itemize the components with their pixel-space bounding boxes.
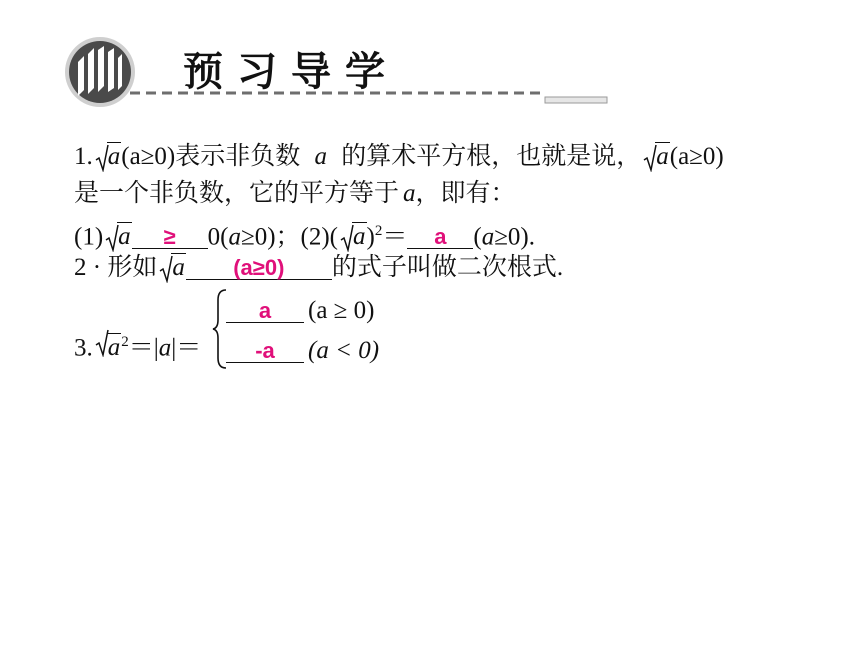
answer-condition: (a≥0) — [233, 255, 285, 280]
book-icon — [65, 37, 135, 107]
item-3: 3. $a^2=|a|=$ — [74, 327, 201, 363]
underline-bar — [545, 97, 607, 103]
sqrt-a: a — [105, 222, 132, 252]
item-number: 2 · 形如 — [74, 254, 158, 281]
item-number: 3. — [74, 334, 93, 362]
answer-blank-1 — [132, 222, 208, 249]
case-2 — [226, 336, 379, 366]
text: 是一个非负数，它的平方等于 — [74, 180, 400, 207]
item-1-line-1 — [74, 142, 724, 172]
section-title: 预习导学 — [183, 49, 399, 95]
sqrt-a: a — [159, 253, 186, 283]
text: 表示非负数 — [175, 143, 301, 170]
answer-a: a — [434, 224, 447, 250]
item-1-line-2 — [74, 179, 516, 209]
answer-blank-4 — [226, 296, 304, 323]
condition: (a≥0) — [121, 143, 176, 170]
answer-geq: ≥ — [163, 224, 176, 250]
var-a: a — [403, 180, 416, 207]
section-header — [0, 0, 860, 115]
answer-blank-5 — [226, 336, 304, 363]
text: ，即有： — [415, 180, 516, 207]
sqrt-a: a — [643, 142, 670, 172]
answer-a-case: a — [258, 298, 272, 323]
case-1 — [226, 296, 374, 326]
item-number: 1. — [74, 143, 93, 170]
text: 的式子叫做二次根式. — [331, 254, 564, 281]
var-a: a — [314, 143, 327, 170]
case-condition: (a ≥ 0) — [308, 297, 375, 324]
answer-neg-a-case: -a — [255, 338, 275, 363]
answer-blank-2 — [407, 222, 473, 249]
sqrt-a-squared: $a^2$ — [95, 327, 129, 363]
sqrt-a: a — [95, 142, 122, 172]
part-label: (1) — [74, 223, 104, 251]
text: 的算术平方根，也就是说， — [341, 143, 642, 170]
case-condition: (a < 0) — [308, 337, 380, 364]
answer-blank-3 — [186, 253, 332, 280]
exponent: 2 — [374, 223, 383, 239]
condition: (a≥0) — [669, 143, 724, 170]
item-2 — [74, 253, 563, 283]
sqrt-a: a — [340, 222, 367, 252]
item-1-line-3: (1) a ≥ 0(a≥0)；(2)( a)$^2$＝ a (a≥0). — [74, 223, 535, 251]
